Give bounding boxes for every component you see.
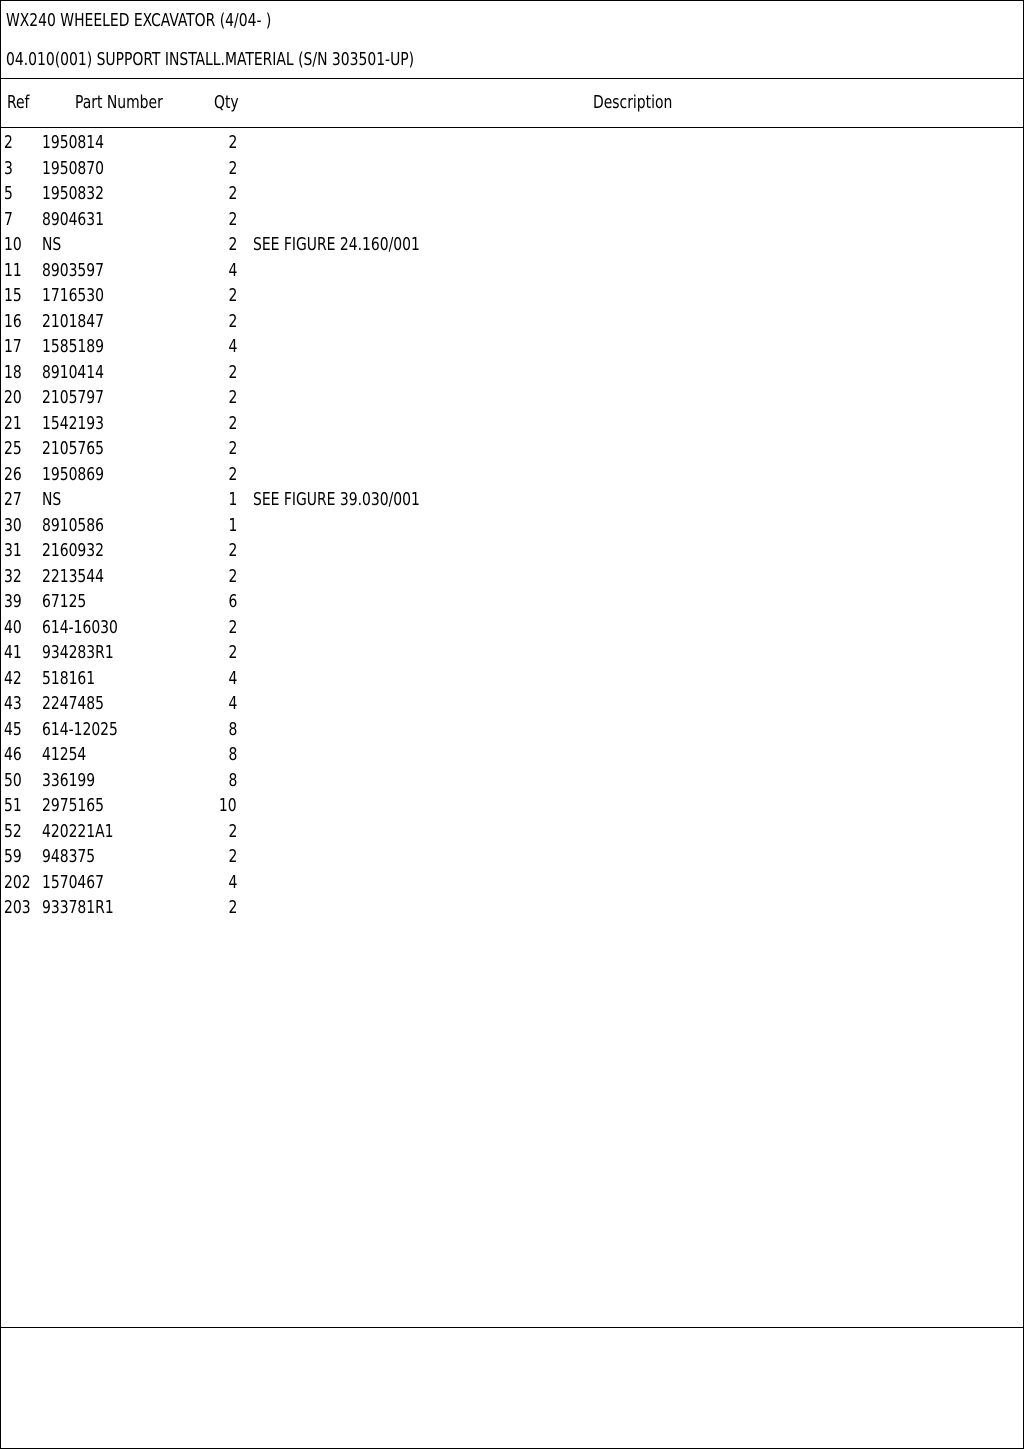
row-part-number: 67125 [42,591,87,612]
row-qty: 2 [228,285,237,306]
row-part-number: 934283R1 [42,642,114,663]
row-ref: 43 [4,693,22,714]
row-qty: 8 [228,769,237,791]
row-qty: 2 [228,616,237,638]
row-ref: 40 [4,616,22,638]
row-qty: 4 [228,336,237,357]
table-row [1,538,1023,564]
row-ref: 39 [4,591,22,612]
table-row [1,334,1023,360]
row-part-number: 2247485 [42,693,105,714]
row-ref: 202 [4,871,31,893]
row-ref: 45 [4,718,22,740]
table-row [1,819,1023,845]
row-qty: 2 [228,897,237,918]
table-row [1,181,1023,207]
row-ref: 41 [4,642,22,663]
row-qty: 2 [228,234,237,255]
row-part-number: 2213544 [42,565,105,587]
row-qty: 2 [228,208,237,230]
table-row [1,742,1023,768]
row-part-number: 8904631 [42,208,105,230]
row-ref: 21 [4,412,22,434]
row-description: SEE FIGURE 24.160/001 [253,234,420,255]
table-row [1,870,1023,896]
table-row [1,768,1023,794]
row-part-number: 41254 [42,744,87,765]
row-ref: 20 [4,387,22,408]
row-ref: 17 [4,336,22,357]
row-ref: 30 [4,514,22,536]
row-ref: 3 [4,157,13,179]
table-row [1,589,1023,615]
row-part-number: 614-12025 [42,718,118,740]
row-qty: 2 [228,438,237,459]
row-ref: 203 [4,897,31,918]
row-qty: 2 [228,820,237,842]
row-ref: 26 [4,463,22,485]
table-row [1,360,1023,386]
row-qty: 2 [228,183,237,204]
table-row [1,232,1023,258]
table-row [1,283,1023,309]
row-part-number: 2105765 [42,438,105,459]
row-part-number: 420221A1 [42,820,114,842]
column-header-row [1,79,1023,128]
table-row [1,564,1023,590]
row-part-number: 2101847 [42,310,105,332]
row-qty: 1 [228,514,237,536]
row-qty: 2 [228,387,237,408]
row-qty: 2 [228,361,237,383]
row-part-number: 1950814 [42,132,105,153]
table-row [1,130,1023,156]
row-part-number: 1716530 [42,285,105,306]
row-part-number: 8910414 [42,361,105,383]
table-row [1,309,1023,335]
row-part-number: 8903597 [42,259,105,281]
row-qty: 4 [228,871,237,893]
row-qty: 4 [228,693,237,714]
row-qty: 2 [228,846,237,867]
row-qty: 2 [228,412,237,434]
row-part-number: 1950832 [42,183,105,204]
row-qty: 1 [228,489,237,510]
row-qty: 2 [228,540,237,561]
table-row [1,487,1023,513]
table-row [1,691,1023,717]
row-part-number: 8910586 [42,514,105,536]
row-qty: 8 [228,718,237,740]
parts-table-body [1,130,1023,921]
row-ref: 59 [4,846,22,867]
row-qty: 2 [228,310,237,332]
row-qty: 10 [219,795,237,816]
table-row [1,385,1023,411]
row-ref: 50 [4,769,22,791]
table-row [1,156,1023,182]
table-row [1,666,1023,692]
row-part-number: 933781R1 [42,897,114,918]
table-row [1,258,1023,284]
row-part-number: 1950869 [42,463,105,485]
row-part-number: 1570467 [42,871,105,893]
table-row [1,207,1023,233]
row-part-number: 1542193 [42,412,105,434]
column-header-description: Description [593,92,673,113]
row-ref: 51 [4,795,22,816]
table-row [1,793,1023,819]
row-ref: 46 [4,744,22,765]
row-qty: 8 [228,744,237,765]
row-ref: 18 [4,361,22,383]
row-part-number: 1950870 [42,157,105,179]
row-qty: 4 [228,667,237,689]
column-header-qty: Qty [214,92,239,113]
row-ref: 32 [4,565,22,587]
row-ref: 2 [4,132,13,153]
page-footer [1,1327,1023,1449]
row-ref: 10 [4,234,22,255]
table-row [1,513,1023,539]
column-header-part-number: Part Number [75,92,163,113]
row-ref: 16 [4,310,22,332]
row-ref: 7 [4,208,13,230]
row-ref: 5 [4,183,13,204]
section-title: 04.010(001) SUPPORT INSTALL.MATERIAL (S/N 303501-UP) [6,49,415,70]
table-row [1,844,1023,870]
row-qty: 6 [228,591,237,612]
row-qty: 4 [228,259,237,281]
row-qty: 2 [228,132,237,153]
machine-title: WX240 WHEELED EXCAVATOR (4/04- ) [6,10,272,31]
row-part-number: NS [42,489,62,510]
row-ref: 27 [4,489,22,510]
table-row [1,640,1023,666]
row-part-number: NS [42,234,62,255]
table-row [1,717,1023,743]
table-row [1,436,1023,462]
table-row [1,895,1023,921]
table-row [1,462,1023,488]
table-row [1,411,1023,437]
row-ref: 11 [4,259,22,281]
page-header [1,1,1023,79]
row-qty: 2 [228,642,237,663]
row-description: SEE FIGURE 39.030/001 [253,489,420,510]
row-ref: 25 [4,438,22,459]
row-ref: 31 [4,540,22,561]
row-part-number: 2105797 [42,387,105,408]
row-part-number: 518161 [42,667,96,689]
row-qty: 2 [228,565,237,587]
row-part-number: 1585189 [42,336,105,357]
row-part-number: 2160932 [42,540,105,561]
column-header-ref: Ref [7,92,30,113]
row-part-number: 336199 [42,769,96,791]
row-ref: 52 [4,820,22,842]
row-part-number: 614-16030 [42,616,118,638]
row-part-number: 948375 [42,846,96,867]
row-part-number: 2975165 [42,795,105,816]
row-ref: 42 [4,667,22,689]
table-row [1,615,1023,641]
row-qty: 2 [228,157,237,179]
row-qty: 2 [228,463,237,485]
row-ref: 15 [4,285,22,306]
